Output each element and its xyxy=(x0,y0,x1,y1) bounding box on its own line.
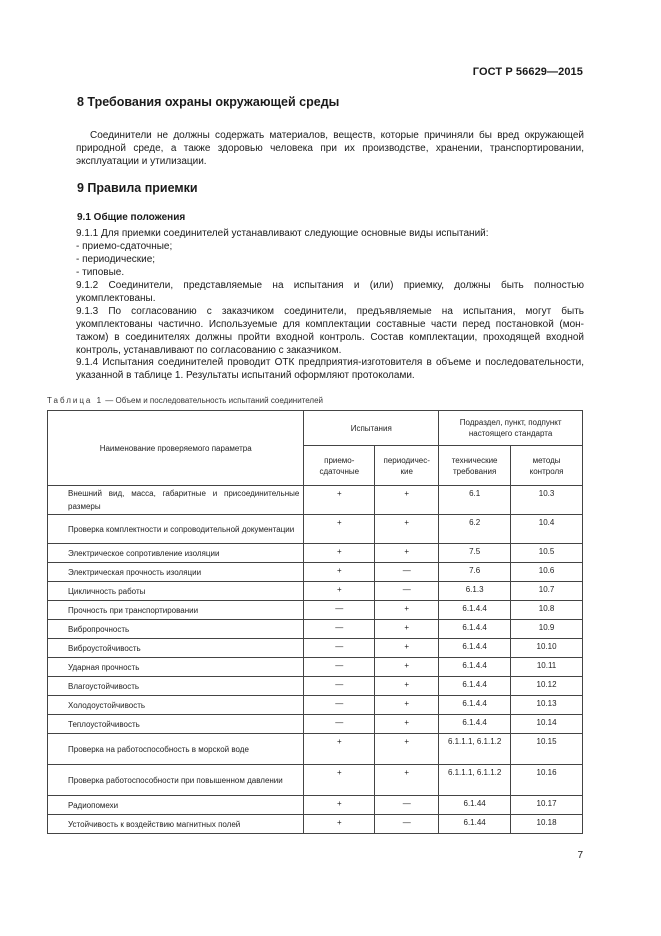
table-row xyxy=(48,486,583,515)
tech-req-cell: 6.1.4.4 xyxy=(439,677,511,696)
table-row xyxy=(48,601,583,620)
param-name-cell: Внешний вид, масса, габаритные и присоединительные размеры xyxy=(48,486,304,515)
acceptance-cell: — xyxy=(304,639,375,658)
acceptance-cell: — xyxy=(304,677,375,696)
header-tests: Испытания xyxy=(304,411,439,446)
table-row xyxy=(48,515,583,544)
document-id: ГОСТ Р 56629—2015 xyxy=(472,66,583,78)
periodic-cell: + xyxy=(375,696,439,715)
paragraph-9-1-3: 9.1.3 По согласованию с заказчиком соединители, предъявляемые на испытания, могут быть укомплектованы частично. Используемые для комплектации составные части перед постановкой (монтажом) в соединителях должны пройти входной контроль. Состав комплектации, проходящей входной контроль, устанавливают по согласованию с заказчиком. xyxy=(76,306,584,356)
acceptance-cell: — xyxy=(304,620,375,639)
section-8-title: 8 Требования охраны окружающей среды xyxy=(77,95,340,109)
param-name-cell: Ударная прочность xyxy=(48,658,304,677)
header-sections: Подраздел, пункт, подпункт настоящего стандарта xyxy=(439,411,583,446)
tech-req-cell: 6.1 xyxy=(439,486,511,515)
method-cell: 10.11 xyxy=(511,658,583,677)
paragraph-9-1-4: 9.1.4 Испытания соединителей проводит ОТК предприятия-изготовителя в объеме и последовательности, указанной в таблице 1. Результаты испытаний оформляют протоколами. xyxy=(76,357,584,381)
header-periodic: периодичес-кие xyxy=(375,446,439,486)
param-name-cell: Электрическая прочность изоляции xyxy=(48,563,304,582)
periodic-cell: — xyxy=(375,796,439,815)
acceptance-cell: + xyxy=(304,515,375,544)
tech-req-cell: 6.1.44 xyxy=(439,796,511,815)
tech-req-cell: 7.6 xyxy=(439,563,511,582)
param-name-cell: Проверка на работоспособность в морской воде xyxy=(48,734,304,765)
method-cell: 10.6 xyxy=(511,563,583,582)
paragraph-9-1-2: 9.1.2 Соединители, представляемые на испытания и (или) приемку, должны быть полностью укомплектованы. xyxy=(76,280,584,304)
param-name-cell: Теплоустойчивость xyxy=(48,715,304,734)
param-name-cell: Цикличность работы xyxy=(48,582,304,601)
table-row xyxy=(48,677,583,696)
page-number: 7 xyxy=(577,850,583,861)
table-row xyxy=(48,582,583,601)
acceptance-cell: + xyxy=(304,544,375,563)
tech-req-cell: 6.1.1.1, 6.1.1.2 xyxy=(439,765,511,796)
periodic-cell: + xyxy=(375,765,439,796)
acceptance-cell: + xyxy=(304,486,375,515)
paragraph-9-1-1 xyxy=(76,227,584,240)
acceptance-cell: + xyxy=(304,582,375,601)
method-cell: 10.8 xyxy=(511,601,583,620)
header-param: Наименование проверяемого параметра xyxy=(48,411,304,486)
periodic-cell: + xyxy=(375,677,439,696)
method-cell: 10.5 xyxy=(511,544,583,563)
tech-req-cell: 6.1.4.4 xyxy=(439,639,511,658)
header-acceptance: приемо-сдаточные xyxy=(304,446,375,486)
table-row xyxy=(48,734,583,765)
periodic-cell: + xyxy=(375,715,439,734)
tech-req-cell: 6.1.4.4 xyxy=(439,601,511,620)
param-name-cell: Виброустойчивость xyxy=(48,639,304,658)
table-row xyxy=(48,658,583,677)
method-cell: 10.15 xyxy=(511,734,583,765)
table-row xyxy=(48,815,583,834)
table-row xyxy=(48,796,583,815)
method-cell: 10.16 xyxy=(511,765,583,796)
method-cell: 10.17 xyxy=(511,796,583,815)
param-name-cell: Холодоустойчивость xyxy=(48,696,304,715)
list-item: - периодические; xyxy=(76,254,156,265)
acceptance-cell: — xyxy=(304,658,375,677)
acceptance-cell: — xyxy=(304,696,375,715)
section-8-text xyxy=(76,129,584,168)
method-cell: 10.10 xyxy=(511,639,583,658)
periodic-cell: + xyxy=(375,601,439,620)
periodic-cell: — xyxy=(375,815,439,834)
tech-req-cell: 6.1.44 xyxy=(439,815,511,834)
section-9-title: 9 Правила приемки xyxy=(77,181,198,195)
tech-req-cell: 6.1.1.1, 6.1.1.2 xyxy=(439,734,511,765)
acceptance-cell: — xyxy=(304,601,375,620)
tech-req-cell: 6.1.4.4 xyxy=(439,715,511,734)
tech-req-cell: 6.1.4.4 xyxy=(439,696,511,715)
table-caption xyxy=(47,396,323,405)
method-cell: 10.12 xyxy=(511,677,583,696)
method-cell: 10.3 xyxy=(511,486,583,515)
test-types-list xyxy=(76,240,172,279)
param-name-cell: Радиопомехи xyxy=(48,796,304,815)
tests-table xyxy=(47,410,583,834)
acceptance-cell: + xyxy=(304,815,375,834)
method-cell: 10.7 xyxy=(511,582,583,601)
acceptance-cell: + xyxy=(304,796,375,815)
param-name-cell: Проверка комплектности и сопроводительной документации xyxy=(48,515,304,544)
method-cell: 10.4 xyxy=(511,515,583,544)
method-cell: 10.9 xyxy=(511,620,583,639)
param-name-cell: Электрическое сопротивление изоляции xyxy=(48,544,304,563)
tech-req-cell: 6.1.3 xyxy=(439,582,511,601)
table-row xyxy=(48,765,583,796)
method-cell: 10.18 xyxy=(511,815,583,834)
section-8-body: Соединители не должны содержать материалов, веществ, которые причиняли бы вред окружающей природной среде, а также здоровью человека при их производстве, хранении, транспортировании, эксплуатации и утилизации. xyxy=(76,130,584,167)
method-cell: 10.14 xyxy=(511,715,583,734)
table-row xyxy=(48,715,583,734)
param-name-cell: Устойчивость к воздействию магнитных полей xyxy=(48,815,304,834)
acceptance-cell: + xyxy=(304,734,375,765)
periodic-cell: — xyxy=(375,582,439,601)
list-item: - приемо-сдаточные; xyxy=(76,241,173,252)
periodic-cell: + xyxy=(375,486,439,515)
subsection-9-1-title: 9.1 Общие положения xyxy=(77,212,186,223)
table-row xyxy=(48,563,583,582)
table-row xyxy=(48,639,583,658)
acceptance-cell: — xyxy=(304,715,375,734)
table-caption-label: Таблица 1 xyxy=(47,396,104,405)
method-cell: 10.13 xyxy=(511,696,583,715)
tech-req-cell: 6.2 xyxy=(439,515,511,544)
paragraph-9-1-1-text: 9.1.1 Для приемки соединителей устанавливают следующие основные виды испытаний: xyxy=(76,228,489,239)
periodic-cell: + xyxy=(375,544,439,563)
table-row xyxy=(48,620,583,639)
periodic-cell: + xyxy=(375,515,439,544)
table-caption-text: — Объем и последовательность испытаний соединителей xyxy=(103,396,324,405)
acceptance-cell: + xyxy=(304,563,375,582)
header-tech-req: технические требования xyxy=(439,446,511,486)
periodic-cell: + xyxy=(375,620,439,639)
list-item: - типовые. xyxy=(76,267,125,278)
periodic-cell: — xyxy=(375,563,439,582)
tech-req-cell: 7.5 xyxy=(439,544,511,563)
tech-req-cell: 6.1.4.4 xyxy=(439,620,511,639)
table-row xyxy=(48,544,583,563)
tech-req-cell: 6.1.4.4 xyxy=(439,658,511,677)
periodic-cell: + xyxy=(375,658,439,677)
acceptance-cell: + xyxy=(304,765,375,796)
header-methods: методы контроля xyxy=(511,446,583,486)
param-name-cell: Прочность при транспортировании xyxy=(48,601,304,620)
periodic-cell: + xyxy=(375,734,439,765)
param-name-cell: Влагоустойчивость xyxy=(48,677,304,696)
table-row xyxy=(48,696,583,715)
param-name-cell: Проверка работоспособности при повышенном давлении xyxy=(48,765,304,796)
param-name-cell: Вибропрочность xyxy=(48,620,304,639)
periodic-cell: + xyxy=(375,639,439,658)
